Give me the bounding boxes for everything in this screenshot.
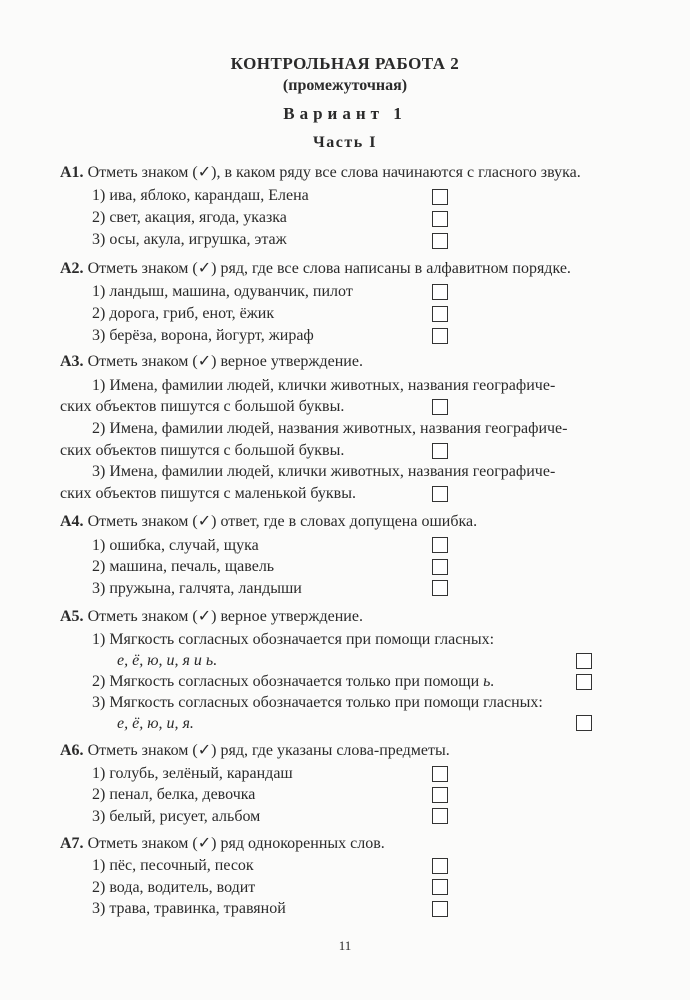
a6-checkbox-2[interactable] xyxy=(432,787,448,803)
page-number: 11 xyxy=(338,938,352,953)
a6-option-2: 2) пенал, белка, девочка xyxy=(92,786,256,803)
a7-option-3: 3) трава, травинка, травяной xyxy=(92,900,286,917)
a2-option-1: 1) ландыш, машина, одуванчик, пилот xyxy=(92,283,353,300)
a4-option-2: 2) машина, печаль, щавель xyxy=(92,558,275,575)
a3-option-3-line-1: 3) Имена, фамилии людей, клички животных, названия географиче- xyxy=(92,463,556,480)
variant-heading: Вариант 1 xyxy=(283,104,407,123)
a7-checkbox-3[interactable] xyxy=(432,901,448,917)
question-a7: А7. Отметь знаком (✓) ряд однокоренных слов. xyxy=(60,835,385,852)
a7-option-2: 2) вода, водитель, водит xyxy=(92,879,256,896)
a6-checkbox-3[interactable] xyxy=(432,808,448,824)
page-subtitle: (промежуточная) xyxy=(282,77,408,94)
part-heading: Часть I xyxy=(313,134,377,151)
a3-checkbox-2[interactable] xyxy=(432,443,448,459)
a1-checkbox-2[interactable] xyxy=(432,211,448,227)
question-a4: А4. Отметь знаком (✓) ответ, где в словах допущена ошибка. xyxy=(60,513,478,530)
a7-option-1: 1) пёс, песочный, песок xyxy=(92,857,254,874)
a2-checkbox-3[interactable] xyxy=(432,328,448,344)
a1-option-3: 3) осы, акула, игрушка, этаж xyxy=(92,231,287,248)
a6-checkbox-1[interactable] xyxy=(432,766,448,782)
a5-checkbox-1[interactable] xyxy=(576,653,592,669)
a7-checkbox-1[interactable] xyxy=(432,858,448,874)
a4-checkbox-1[interactable] xyxy=(432,537,448,553)
page-title: КОНТРОЛЬНАЯ РАБОТА 2 xyxy=(230,54,460,73)
a2-option-2: 2) дорога, гриб, енот, ёжик xyxy=(92,305,275,322)
a5-checkbox-2[interactable] xyxy=(576,674,592,690)
a1-option-2: 2) свет, акация, ягода, указка xyxy=(92,209,287,226)
a4-option-1: 1) ошибка, случай, щука xyxy=(92,537,259,554)
a3-checkbox-1[interactable] xyxy=(432,399,448,415)
a4-checkbox-2[interactable] xyxy=(432,559,448,575)
a7-checkbox-2[interactable] xyxy=(432,879,448,895)
question-a2: А2. Отметь знаком (✓) ряд, где все слова написаны в алфавитном порядке. xyxy=(60,260,571,277)
a4-option-3: 3) пружына, галчята, ландыши xyxy=(92,580,302,597)
question-a6: А6. Отметь знаком (✓) ряд, где указаны слова-предметы. xyxy=(60,742,450,759)
a5-option-1-line-1: 1) Мягкость согласных обозначается при помощи гласных: xyxy=(92,631,495,648)
a1-checkbox-3[interactable] xyxy=(432,233,448,249)
a2-checkbox-1[interactable] xyxy=(432,284,448,300)
a2-checkbox-2[interactable] xyxy=(432,306,448,322)
a3-option-1-line-2: ских объектов пишутся с большой буквы. xyxy=(60,398,345,415)
a5-checkbox-3[interactable] xyxy=(576,715,592,731)
a6-option-3: 3) белый, рисует, альбом xyxy=(92,808,261,825)
a3-option-1-line-1: 1) Имена, фамилии людей, клички животных, названия географиче- xyxy=(92,377,556,394)
a3-option-2-line-1: 2) Имена, фамилии людей, названия животных, названия географиче- xyxy=(92,420,568,437)
a5-option-2: 2) Мягкость согласных обозначается только при помощи ь. xyxy=(92,673,495,690)
a5-option-3-line-2: е, ё, ю, и, я. xyxy=(117,715,194,732)
a2-option-3: 3) берёза, ворона, йогурт, жираф xyxy=(92,327,314,344)
a4-checkbox-3[interactable] xyxy=(432,580,448,596)
a5-option-3-line-1: 3) Мягкость согласных обозначается только при помощи гласных: xyxy=(92,694,543,711)
a6-option-1: 1) голубь, зелёный, карандаш xyxy=(92,765,293,782)
a3-checkbox-3[interactable] xyxy=(432,486,448,502)
a5-option-1-line-2: е, ё, ю, и, я и ь. xyxy=(117,652,218,669)
a3-option-2-line-2: ских объектов пишутся с большой буквы. xyxy=(60,442,345,459)
question-a5: А5. Отметь знаком (✓) верное утверждение. xyxy=(60,608,363,625)
a1-option-1: 1) ива, яблоко, карандаш, Елена xyxy=(92,187,309,204)
a1-checkbox-1[interactable] xyxy=(432,189,448,205)
question-a1: А1. Отметь знаком (✓), в каком ряду все слова начинаются с гласного звука. xyxy=(60,164,581,181)
question-a3: А3. Отметь знаком (✓) верное утверждение. xyxy=(60,353,363,370)
a3-option-3-line-2: ских объектов пишутся с маленькой буквы. xyxy=(60,485,356,502)
